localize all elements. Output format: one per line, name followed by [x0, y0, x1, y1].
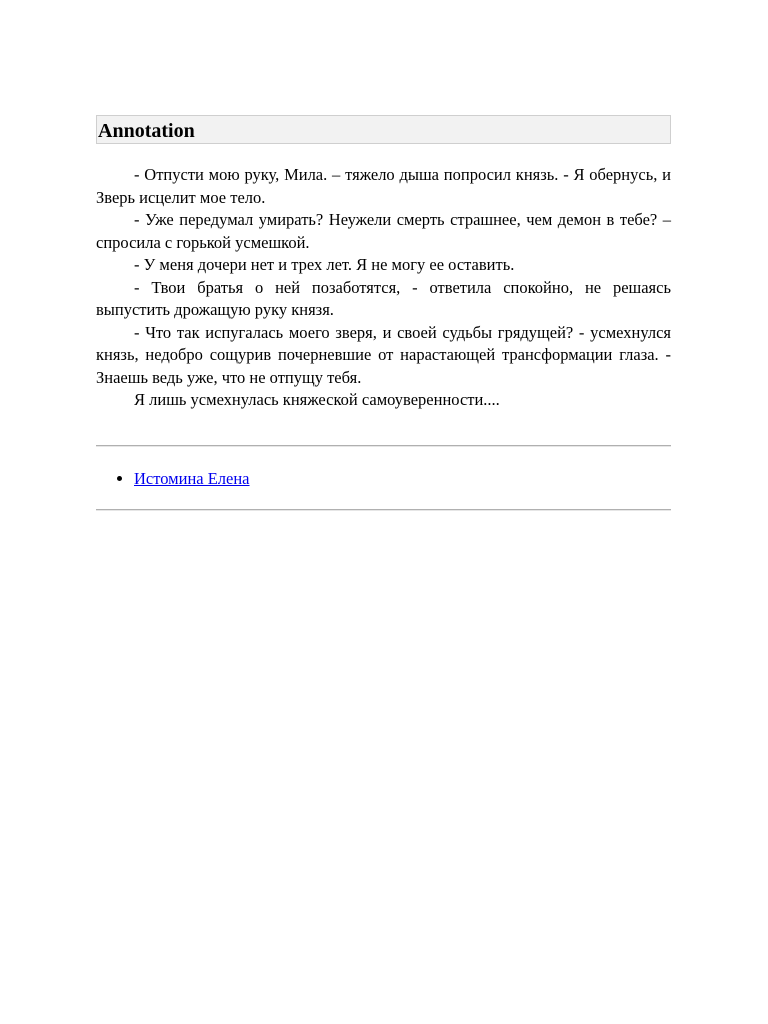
annotation-text	[96, 164, 671, 412]
annotation-paragraph: - Уже передумал умирать? Неужели смерть страшнее, чем демон в тебе? – спросила с горькой усмешкой.	[96, 210, 671, 252]
annotation-paragraph: - Отпусти мою руку, Мила. – тяжело дыша попросил князь. - Я обернусь, и Зверь исцелит мое тело.	[96, 165, 671, 207]
annotation-paragraph: Я лишь усмехнулась княжеской самоуверенности....	[134, 390, 500, 409]
annotation-heading: Annotation	[96, 115, 671, 144]
author-link[interactable]: Истомина Елена	[134, 468, 250, 488]
annotation-paragraph: - У меня дочери нет и трех лет. Я не могу ее оставить.	[134, 255, 515, 274]
author-list-item	[134, 468, 671, 490]
section-divider-top	[96, 445, 671, 447]
author-list	[96, 468, 671, 490]
annotation-paragraph: - Что так испугалась моего зверя, и своей судьбы грядущей? - усмехнулся князь, недобро сощурив почерневшие от нарастающей трансформации глаза. - Знаешь ведь уже, что не отпущу тебя.	[96, 322, 671, 387]
annotation-paragraph: - Твои братья о ней позаботятся, - ответила спокойно, не решаясь выпустить дрожащую руку князя.	[96, 277, 671, 319]
document-page	[96, 115, 671, 511]
section-divider-bottom	[96, 509, 671, 511]
